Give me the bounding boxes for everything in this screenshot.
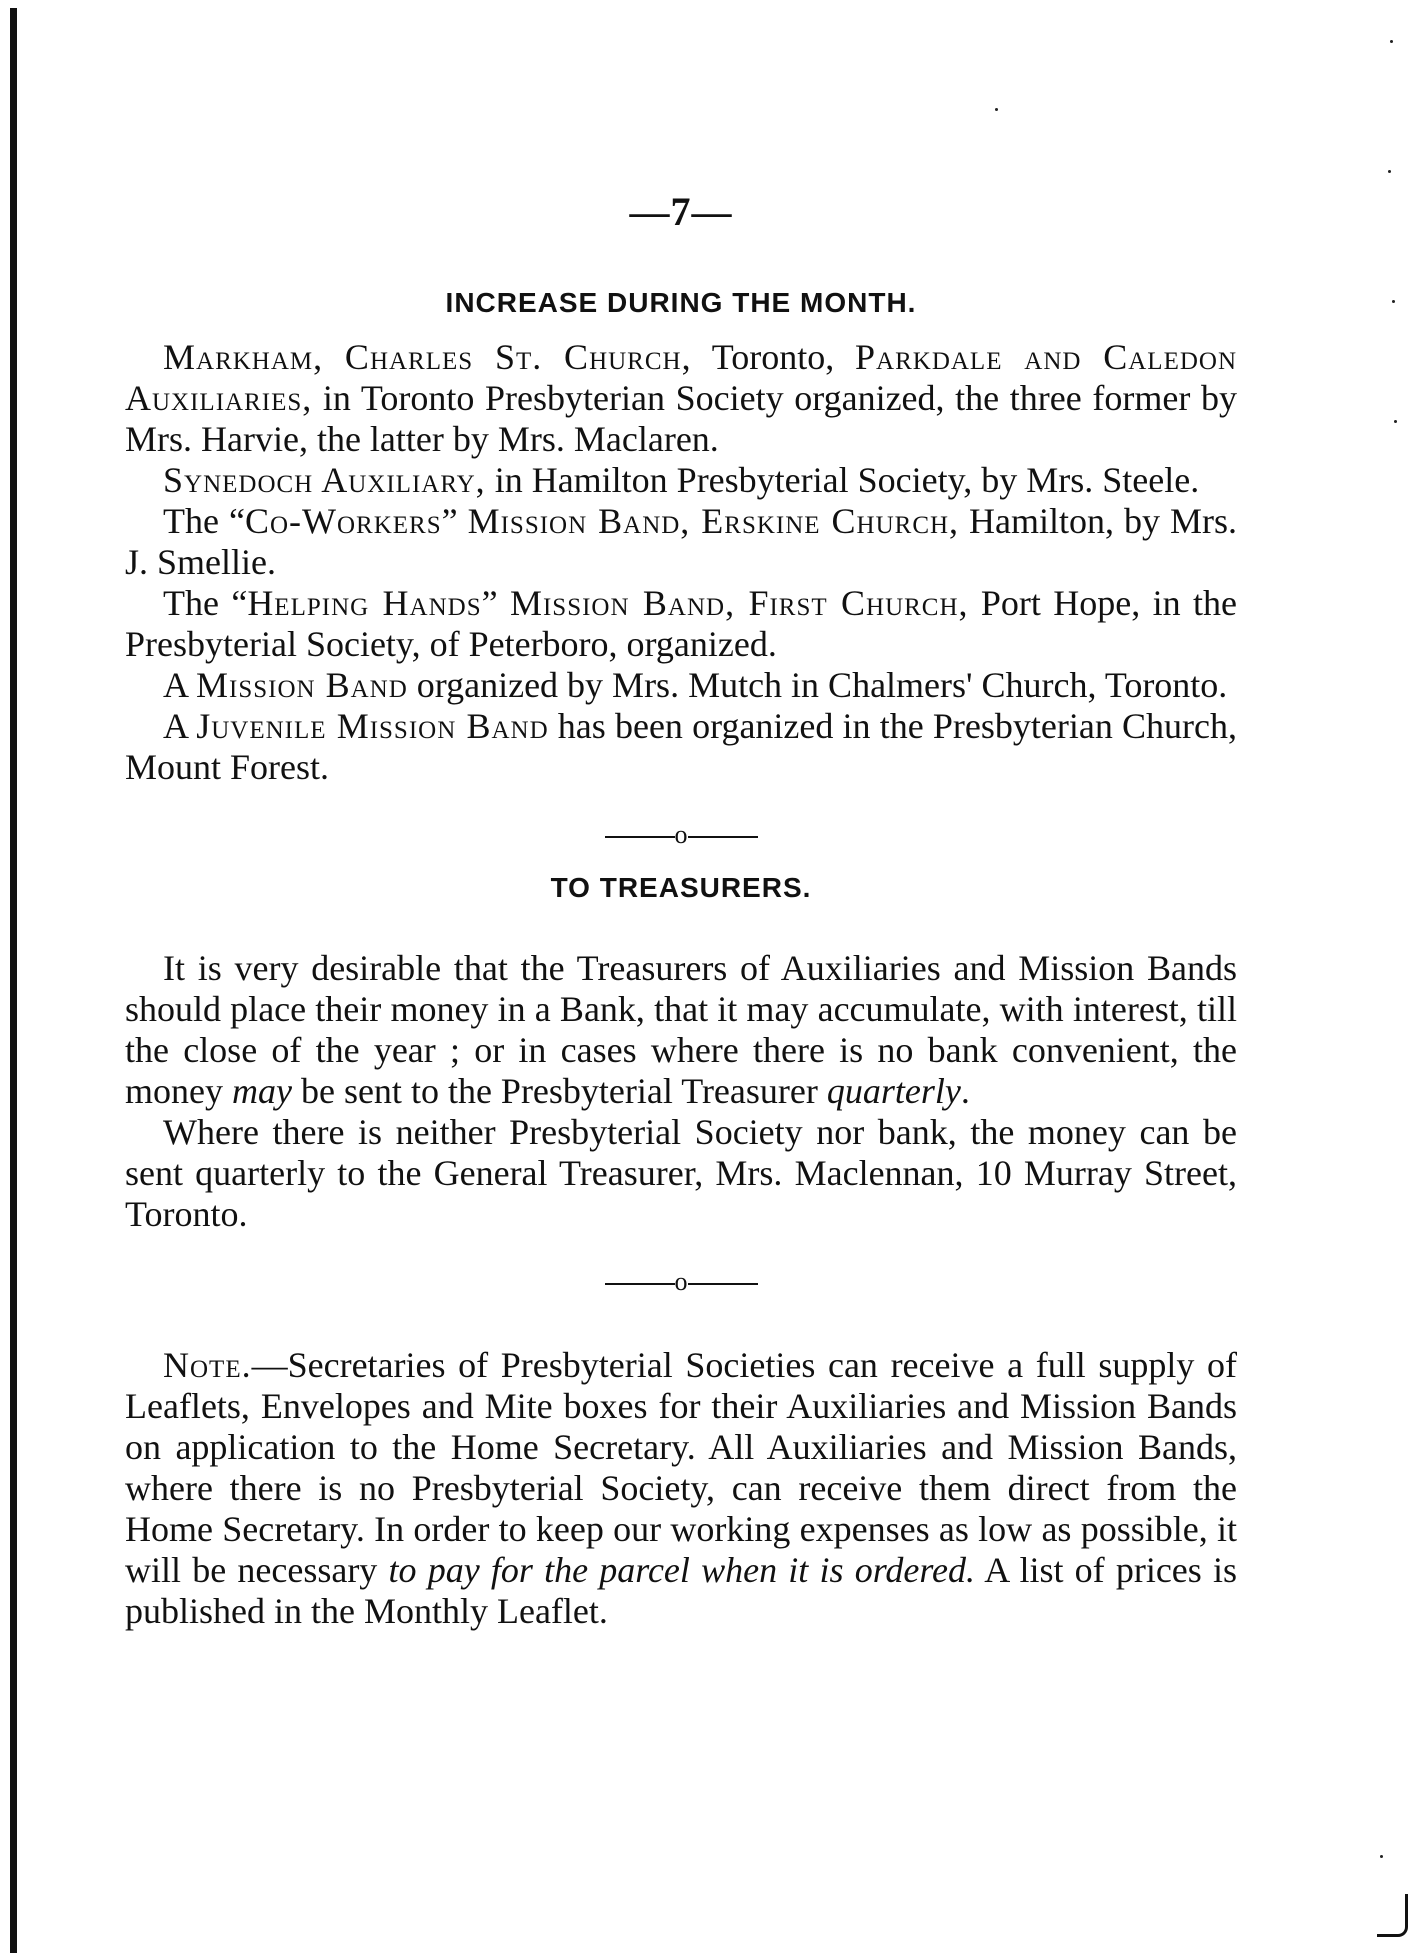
text-smallcaps: Mission Band [196,665,408,705]
text-italic: may [231,1071,292,1111]
page-number: —7— [629,189,733,234]
margin-speck [1380,1855,1383,1858]
section-separator [125,820,1237,850]
text-run: A [163,665,197,705]
text-run: . [960,1071,970,1111]
paragraph-co-workers [125,501,1237,583]
text-run: in Toronto Presbyterian Society organized, the three former by Mrs. Harvie, the latter by Mrs. Maclaren. [125,378,1237,459]
paragraph-mission-band [125,665,1237,706]
text-run: ” [481,583,510,623]
text-smallcaps: Co-Workers [244,501,442,541]
text-run: organized by Mrs. Mutch in Chalmers' Church, Toronto. [407,665,1228,705]
heading-increase: INCREASE DURING THE MONTH. [445,287,917,318]
text-smallcaps: Juvenile Mission Band [196,706,549,746]
text-run: in Hamilton Presbyterial Society, by Mrs. Steele. [485,460,1200,500]
margin-speck [1388,170,1391,173]
heading-treasurers: TO TREASURERS. [550,872,812,903]
separator-mark: o [674,820,688,849]
text-run: has been organized in the Presbyterian Church, Mount Forest. [125,706,1238,787]
text-run: Hamilton, by Mrs. J. Smellie. [125,501,1237,582]
text-italic: to pay for the parcel when it is ordered. [388,1550,976,1590]
text-run: A list of prices is published in the Monthly Leaflet. [125,1550,1238,1631]
left-margin-rule [10,8,17,1953]
margin-speck [1392,300,1395,303]
text-run: —Secretaries of Presbyterial Societies can receive a full supply of Leaflets, Envelopes and Mite boxes for their Auxiliaries and Mission Bands on application to the Home Secretary. All Auxiliaries and Mission Bands, where there is no Presbyterial Society, can receive them direct from the Home Secretary. In order to keep our working expenses as low as possible, it will be necessary [125,1345,1237,1590]
separator-dash [605,836,675,838]
text-smallcaps: Mission Band, First Church, [509,583,969,623]
paragraph-juvenile [125,706,1237,788]
section-separator [125,1267,1237,1297]
paragraph-synedoch [125,460,1237,501]
text-smallcaps: Markham, Charles St. Church, [163,337,692,377]
text-smallcaps: Mission Band, Erskine Church, [467,501,960,541]
text-run: ” [441,501,468,541]
paragraph-bank [125,948,1237,1112]
text-smallcaps: Helping Hands [247,583,482,623]
text-run: be sent to the Presbyterial Treasurer [291,1071,827,1111]
margin-speck [1394,420,1397,423]
margin-speck [995,108,998,111]
text-run: It is very desirable that the Treasurers of Auxiliaries and Mission Bands should place their money in a Bank, that it may accumulate, with interest, till the close of the year ; or in cases where there is no bank convenient, the money [125,948,1237,1111]
separator-mark: o [674,1267,688,1296]
spacer [125,1319,1237,1345]
text-run: A [163,706,197,746]
text-run: Port Hope, in the Presbyterial Society, of Peterboro, organized. [125,583,1237,664]
separator-dash [688,1283,758,1285]
text-smallcaps: Synedoch Auxiliary, [163,460,486,500]
note-label: Note. [163,1345,252,1385]
text-italic: quarterly [826,1071,961,1111]
paragraph-general-treasurer: Where there is neither Presbyterial Society nor bank, the money can be sent quarterly to the General Treasurer, Mrs. Maclennan, 10 Murray Street, Toronto. [125,1112,1237,1234]
document-page [125,188,1237,1632]
spacer [125,922,1237,948]
text-run: The “ [163,583,248,623]
text-run: Toronto, [691,337,856,377]
text-run: The “ [163,501,245,541]
paragraph-helping-hands [125,583,1237,665]
margin-speck [1390,40,1393,43]
paragraph-markham [125,337,1237,460]
corner-mark [1377,1894,1408,1937]
paragraph-note [125,1345,1237,1632]
separator-dash [605,1283,675,1285]
separator-dash [688,836,758,838]
text-smallcaps: Parkdale and Caledon Auxiliaries, [125,337,1238,418]
